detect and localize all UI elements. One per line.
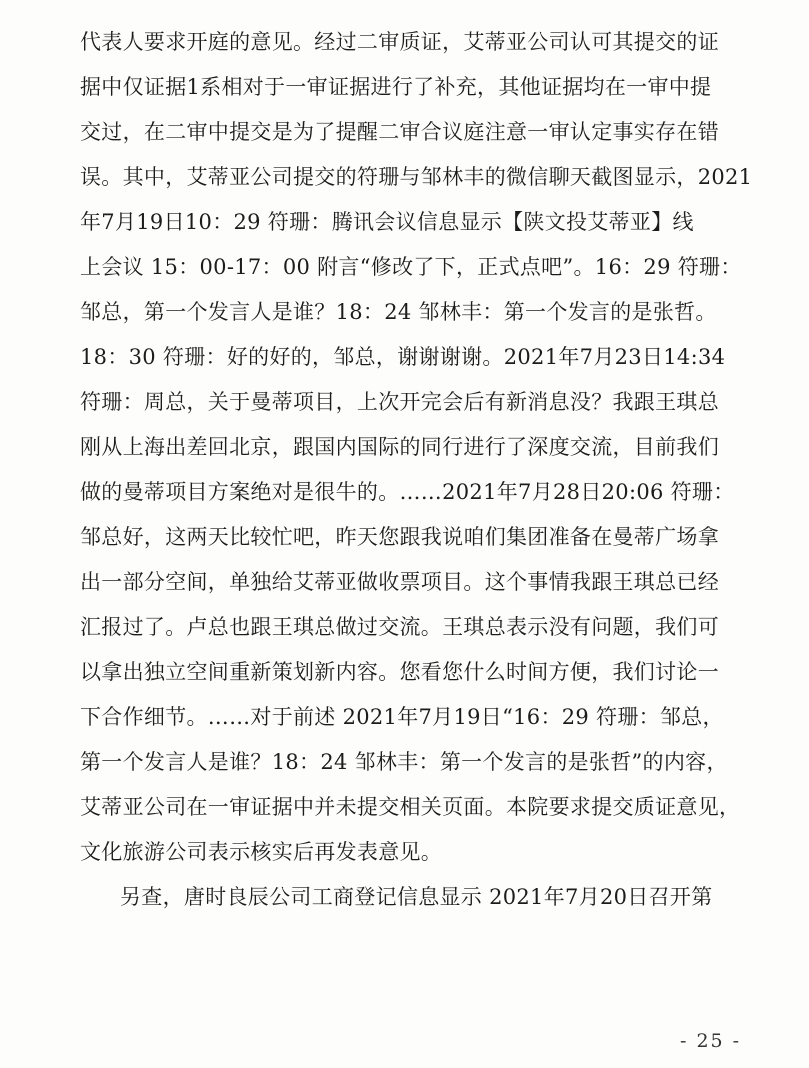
text-line: 邹总，第一个发言人是谁？18：24 邹林丰：第一个发言的是张哲。: [80, 300, 717, 324]
text-line: 文化旅游公司表示核实后再发表意见。: [80, 840, 443, 864]
text-line: 出一部分空间，单独给艾蒂亚做收票项目。这个事情我跟王琪总已经: [80, 570, 719, 594]
text-line: 邹总好，这两天比较忙吧，昨天您跟我说咱们集团准备在曼蒂广场拿: [80, 525, 719, 549]
text-line: 下合作细节。……对于前述 2021年7月19日“16：29 符珊：邹总，: [80, 705, 724, 729]
text-line: 第一个发言人是谁？18：24 邹林丰：第一个发言的是张哲”的内容，: [80, 750, 728, 774]
text-line: 年7月19日10：29 符珊：腾讯会议信息显示【陕文投艾蒂亚】线: [80, 210, 694, 234]
text-line: 汇报过了。卢总也跟王琪总做过交流。王琪总表示没有问题，我们可: [80, 615, 719, 639]
text-line: 据中仅证据1系相对于一审证据进行了补充，其他证据均在一审中提: [80, 75, 712, 99]
text-line: 18：30 符珊：好的好的，邹总，谢谢谢谢。2021年7月23日14:34: [80, 345, 726, 369]
text-line: 刚从上海出差回北京，跟国内国际的同行进行了深度交流，目前我们: [80, 435, 719, 459]
paragraph-2-first-line: 另查，唐时良辰公司工商登记信息显示 2021年7月20日召开第: [120, 885, 713, 909]
text-line: 符珊：周总，关于曼蒂项目，上次开完会后有新消息没？我跟王琪总: [80, 390, 719, 414]
text-line: 代表人要求开庭的意见。经过二审质证，艾蒂亚公司认可其提交的证: [80, 30, 719, 54]
text-line: 做的曼蒂项目方案绝对是很牛的。……2021年7月28日20:06 符珊：: [80, 480, 735, 504]
text-line: 艾蒂亚公司在一审证据中并未提交相关页面。本院要求提交质证意见，: [80, 795, 741, 819]
text-line: 以拿出独立空间重新策划新内容。您看您什么时间方便，我们讨论一: [80, 660, 719, 684]
text-line: 上会议 15：00-17：00 附言“修改了下，正式点吧”。16：29 符珊：: [80, 255, 742, 279]
text-line: 交过，在二审中提交是为了提醒二审合议庭注意一审认定事实存在错: [80, 120, 719, 144]
page-number: - 25 -: [680, 1030, 742, 1052]
text-line: 误。其中，艾蒂亚公司提交的符珊与邹林丰的微信聊天截图显示，2021: [80, 165, 753, 189]
